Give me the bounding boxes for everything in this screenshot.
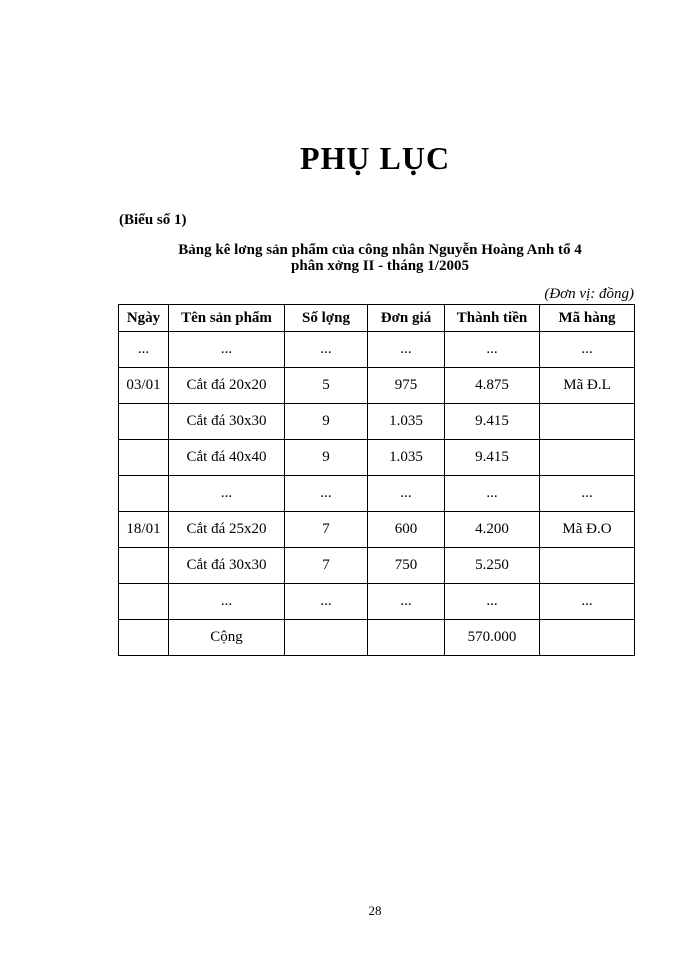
table-total-row (119, 620, 635, 656)
table-caption (120, 242, 640, 274)
cell-ten-san-pham: Cắt đá 30x30 (169, 404, 285, 440)
table-row (119, 584, 635, 620)
cell-ngay (119, 440, 169, 476)
cell-thanh-tien: ... (445, 476, 540, 512)
cell-don-gia: ... (368, 476, 445, 512)
table-row (119, 440, 635, 476)
cell-don-gia: 750 (368, 548, 445, 584)
cell-ten-san-pham: ... (169, 476, 285, 512)
cell-so-luong: 5 (285, 368, 368, 404)
page-title: PHỤ LỤC (299, 140, 451, 176)
cell-so-luong: 7 (285, 512, 368, 548)
cell-ma-hang: ... (540, 332, 635, 368)
cell-so-luong: 9 (285, 440, 368, 476)
cell-don-gia: 600 (368, 512, 445, 548)
cell-ten-san-pham: Cắt đá 25x20 (169, 512, 285, 548)
cell-ngay (119, 476, 169, 512)
cell-thanh-tien: ... (445, 332, 540, 368)
payroll-table (118, 304, 635, 656)
cell-ma-hang: ... (540, 476, 635, 512)
cell-ngay: 03/01 (119, 368, 169, 404)
table-row (119, 332, 635, 368)
header-thanh-tien: Thành tiền (445, 305, 540, 332)
cell-ten-san-pham: Cắt đá 20x20 (169, 368, 285, 404)
cell-ngay (119, 404, 169, 440)
table-caption-line-2: phân xởng II - tháng 1/2005 (291, 258, 469, 274)
cell-don-gia: ... (368, 584, 445, 620)
table-row (119, 476, 635, 512)
header-don-gia: Đơn giá (368, 305, 445, 332)
cell-ngay: ... (119, 332, 169, 368)
table-caption-line-1: Bảng kê lơng sản phẩm của công nhân Nguyễn Hoàng Anh tổ 4 (178, 242, 582, 258)
cell-thanh-tien: 9.415 (445, 440, 540, 476)
table-row (119, 548, 635, 584)
cell-don-gia: 975 (368, 368, 445, 404)
cell-so-luong: ... (285, 584, 368, 620)
cell-so-luong: ... (285, 476, 368, 512)
header-ten-san-pham: Tên sản phẩm (169, 305, 285, 332)
cell-so-luong: 7 (285, 548, 368, 584)
cell-thanh-tien: 9.415 (445, 404, 540, 440)
cell-ma-hang (540, 548, 635, 584)
cell-thanh-tien: ... (445, 584, 540, 620)
table-row (119, 368, 635, 404)
cell-don-gia (368, 620, 445, 656)
cell-so-luong: ... (285, 332, 368, 368)
cell-so-luong: 9 (285, 404, 368, 440)
cell-ten-san-pham: ... (169, 332, 285, 368)
cell-don-gia: 1.035 (368, 440, 445, 476)
page-number: 28 (368, 903, 382, 918)
cell-ma-hang (540, 404, 635, 440)
cell-ten-san-pham: Cắt đá 40x40 (169, 440, 285, 476)
cell-don-gia: ... (368, 332, 445, 368)
table-row (119, 404, 635, 440)
cell-ma-hang (540, 620, 635, 656)
cell-ten-san-pham: Cắt đá 30x30 (169, 548, 285, 584)
table-header-row (119, 305, 635, 332)
cell-ma-hang: ... (540, 584, 635, 620)
cell-ngay (119, 548, 169, 584)
cell-ngay (119, 620, 169, 656)
table-row (119, 512, 635, 548)
header-ngay: Ngày (119, 305, 169, 332)
header-ma-hang: Mã hàng (540, 305, 635, 332)
unit-note: (Đơn vị: đồng) (544, 286, 634, 302)
cell-total-amount: 570.000 (445, 620, 540, 656)
cell-ten-san-pham: ... (169, 584, 285, 620)
cell-don-gia: 1.035 (368, 404, 445, 440)
cell-thanh-tien: 5.250 (445, 548, 540, 584)
cell-thanh-tien: 4.200 (445, 512, 540, 548)
form-number: (Biểu số 1) (119, 212, 187, 228)
cell-so-luong (285, 620, 368, 656)
cell-total-label: Cộng (169, 620, 285, 656)
cell-ngay (119, 584, 169, 620)
cell-thanh-tien: 4.875 (445, 368, 540, 404)
cell-ngay: 18/01 (119, 512, 169, 548)
cell-ma-hang: Mã Đ.L (540, 368, 635, 404)
cell-ma-hang (540, 440, 635, 476)
header-so-luong: Số lợng (285, 305, 368, 332)
cell-ma-hang: Mã Đ.O (540, 512, 635, 548)
